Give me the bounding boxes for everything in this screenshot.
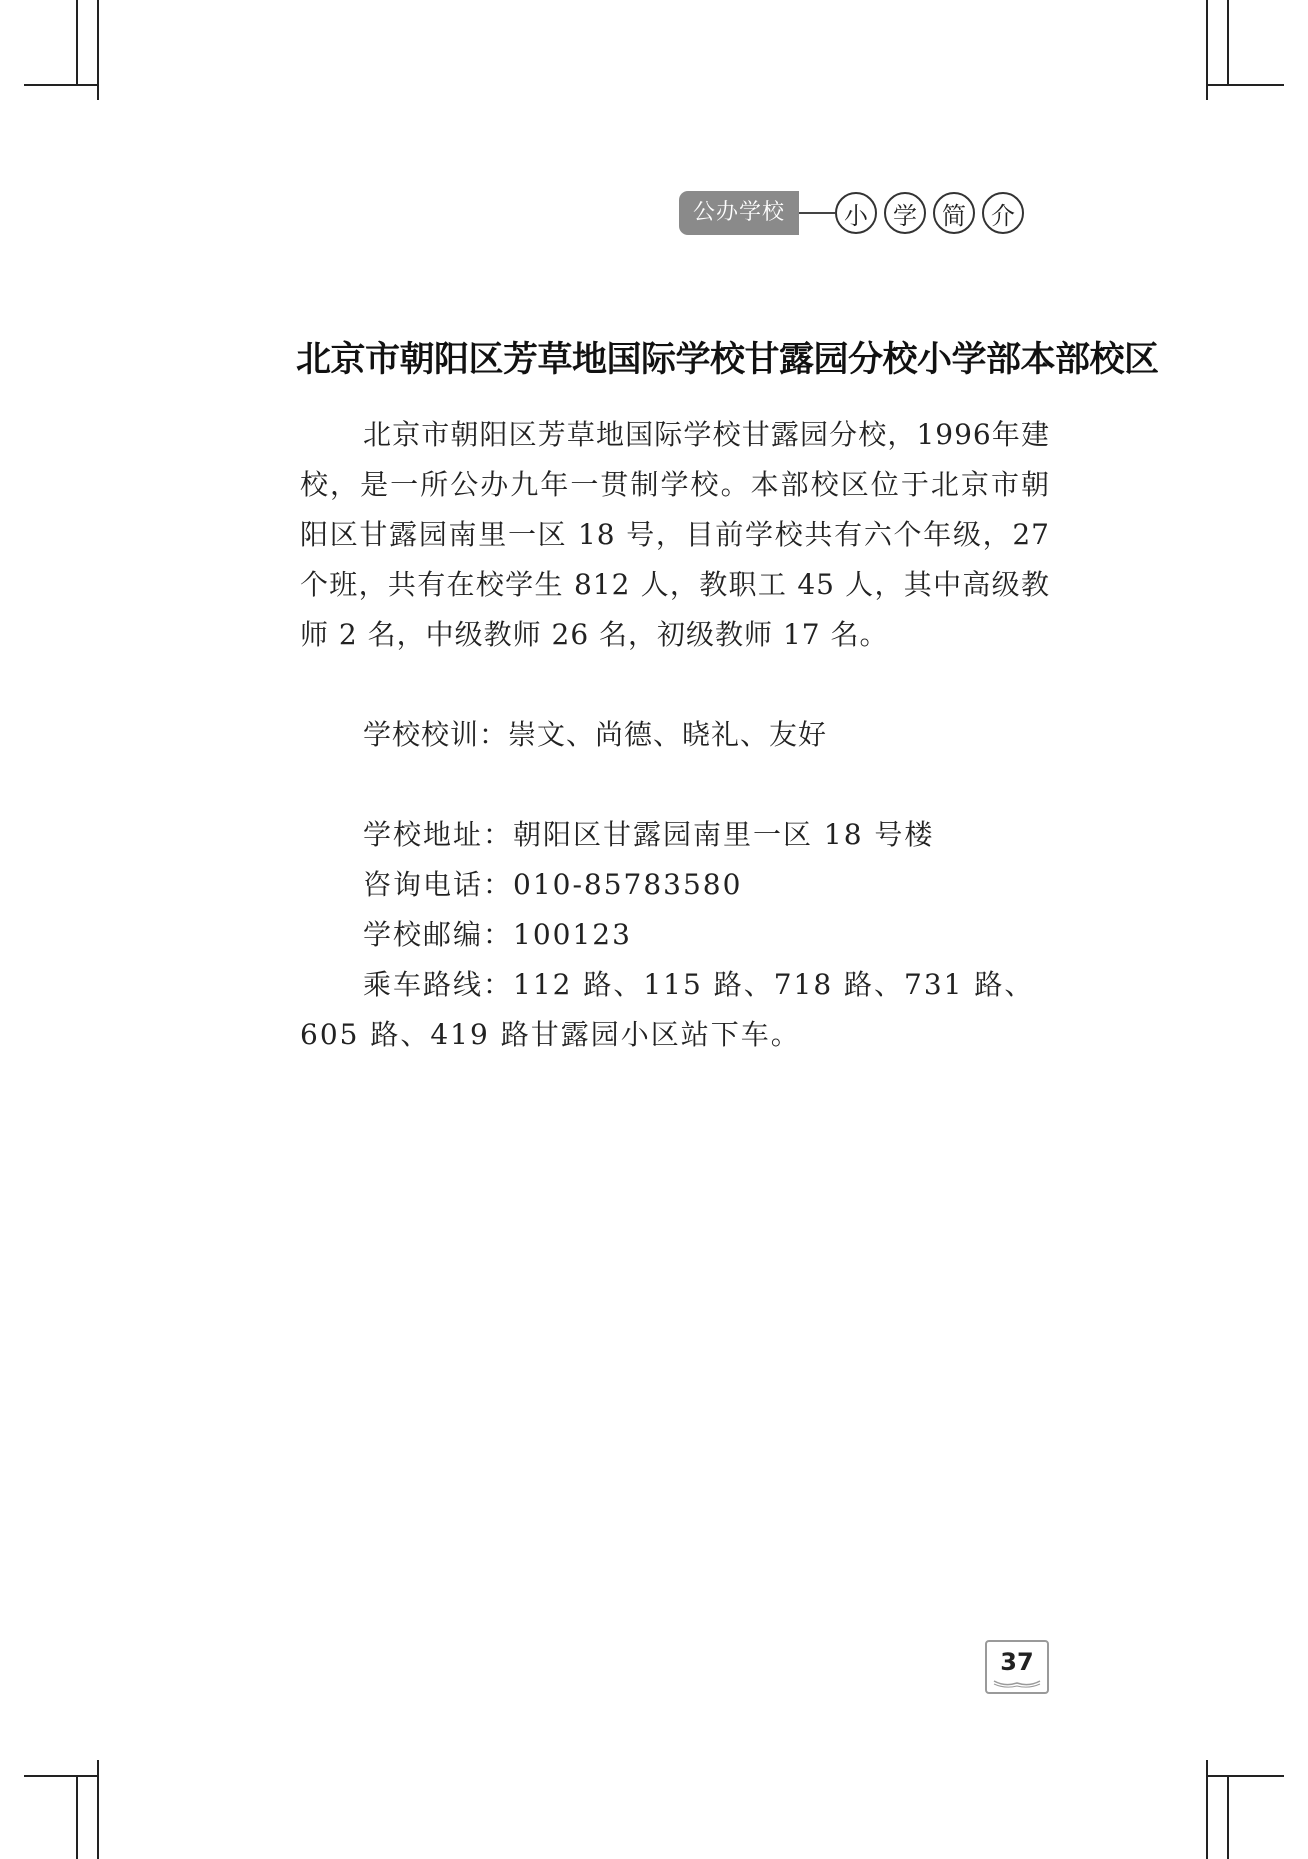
header-rule bbox=[799, 212, 835, 214]
school-phone: 咨询电话：010-85783580 bbox=[363, 868, 743, 901]
school-postcode: 学校邮编：100123 bbox=[363, 918, 632, 951]
crop-mark bbox=[1206, 84, 1284, 86]
section-tab: 公办学校 bbox=[679, 191, 799, 235]
crop-mark bbox=[76, 0, 78, 86]
header-title-char: 学 bbox=[884, 192, 926, 234]
school-address: 学校地址：朝阳区甘露园南里一区 18 号楼 bbox=[363, 818, 935, 851]
school-motto: 学校校训：崇文、尚德、晓礼、友好 bbox=[363, 718, 828, 751]
crop-mark bbox=[1206, 1775, 1284, 1777]
page-title: 北京市朝阳区芳草地国际学校甘露园分校小学部本部校区 bbox=[296, 340, 1159, 380]
header-title-char: 小 bbox=[835, 192, 877, 234]
header-title-char: 简 bbox=[933, 192, 975, 234]
intro-section bbox=[300, 410, 1050, 660]
header-title bbox=[835, 192, 1024, 234]
book-icon bbox=[993, 1680, 1041, 1688]
motto-section bbox=[300, 710, 1050, 760]
bus-routes: 乘车路线：112 路、115 路、718 路、731 路、605 路、419 路甘露园小区站下车。 bbox=[300, 968, 1035, 1051]
page-number-box bbox=[985, 1640, 1049, 1694]
running-header bbox=[679, 191, 1024, 235]
header-title-char: 介 bbox=[982, 192, 1024, 234]
crop-mark bbox=[1227, 0, 1229, 86]
intro-paragraph: 北京市朝阳区芳草地国际学校甘露园分校，1996年建校，是一所公办九年一贯制学校。本部校区位于北京市朝阳区甘露园南里一区 18 号，目前学校共有六个年级，27 个班，共有在校学生 812 人，教职工 45 人，其中高级教师 2 名，中级教师 26 名，初级教师 17 名。 bbox=[300, 418, 1050, 651]
page-number: 37 bbox=[1000, 1648, 1034, 1676]
crop-mark bbox=[24, 1775, 98, 1777]
crop-mark bbox=[1227, 1775, 1229, 1859]
crop-mark bbox=[24, 84, 98, 86]
contact-info bbox=[300, 810, 1050, 1060]
crop-mark bbox=[76, 1775, 78, 1859]
